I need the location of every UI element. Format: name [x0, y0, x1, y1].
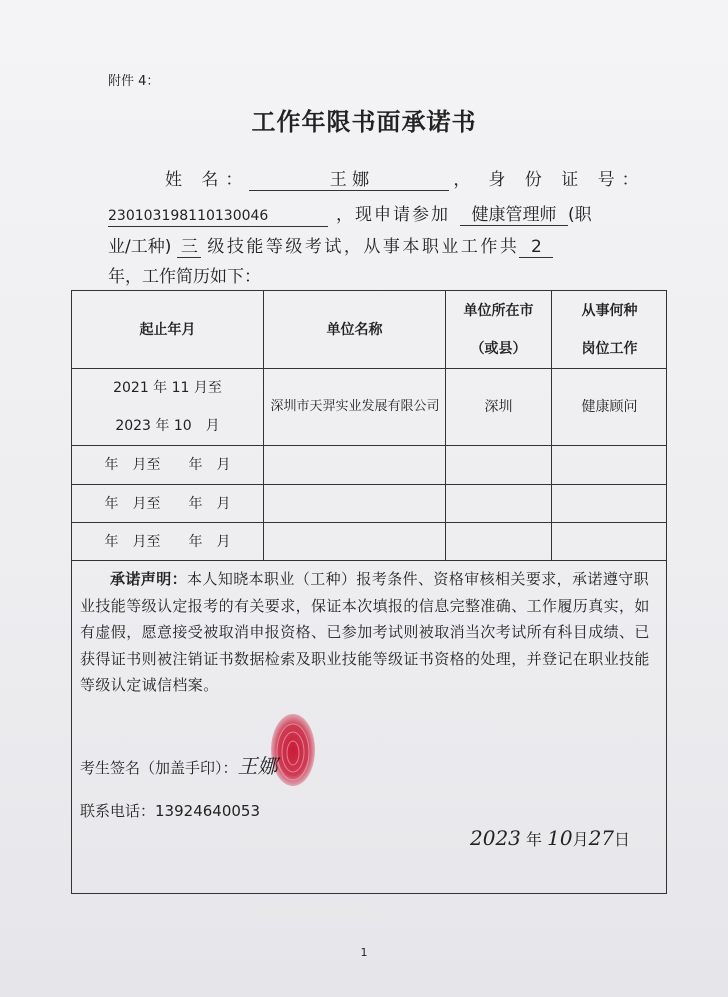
- id-number: 230103198110130046: [108, 206, 328, 227]
- header-unit: 单位名称: [326, 321, 383, 338]
- header-city: 单位所在市 （或县）: [463, 302, 534, 357]
- phone-value: 13924640053: [155, 802, 260, 820]
- period-start: 2021 年 11 月至: [113, 380, 222, 396]
- page-number: 1: [360, 946, 368, 959]
- table-row: 年 月至 年 月: [104, 533, 231, 550]
- occupation-suffix: (职: [568, 205, 592, 225]
- name-line: 姓 名： 王 娜 ， 身 份 证 号：: [165, 170, 646, 190]
- apply-text: ，现申请参加: [336, 205, 450, 225]
- name-value: 王 娜: [249, 170, 449, 191]
- statement-label: 承诺声明：: [110, 570, 188, 588]
- header-post: 从事何种 岗位工作: [581, 302, 638, 357]
- date-year: 2023: [470, 826, 521, 850]
- header-period: 起止年月: [139, 321, 196, 338]
- name-label: 姓 名：: [165, 170, 250, 190]
- occupation-type-text: 业/工种): [108, 237, 172, 257]
- level-value: 三: [177, 237, 201, 258]
- phone-label: 联系电话：: [80, 802, 156, 820]
- page-title: 工作年限书面承诺书: [251, 108, 477, 136]
- commitment-statement: [80, 566, 660, 699]
- attachment-label: 附件 4：: [108, 74, 160, 89]
- years-value: 2: [519, 237, 553, 258]
- level-line: [108, 232, 553, 258]
- date-month: 10: [547, 826, 573, 850]
- resume-intro: 年，工作简历如下：: [108, 267, 261, 287]
- unit-name: 深圳市天羿实业发展有限公司: [270, 399, 440, 414]
- signature-line: [80, 750, 278, 779]
- level-text: 级技能等级考试，从事本职业工作共: [207, 237, 520, 257]
- period-end: 2023 年 10 月: [115, 418, 220, 434]
- signature-value: 王娜: [237, 754, 278, 778]
- phone-line: [80, 800, 260, 821]
- id-line: [108, 200, 592, 227]
- table-row: [72, 369, 263, 445]
- table-row: 年 月至 年 月: [104, 457, 231, 473]
- occupation-value: 健康管理师: [460, 205, 568, 226]
- unit-city: 深圳: [484, 399, 513, 415]
- signature-label: 考生签名（加盖手印）：: [80, 759, 238, 777]
- id-label: 身 份 证 号：: [488, 170, 646, 190]
- table-row: 年 月至 年 月: [104, 495, 231, 512]
- sign-date: 2023 年 10月27日: [470, 826, 631, 850]
- date-day: 27: [588, 826, 615, 850]
- statement-text: 本人知晓本职业（工种）报考条件、资格审核相关要求，承诺遵守职业技能等级认定报考的有关要求，保证本次填报的信息完整准确、工作履历真实，如有虚假，愿意接受被取消申报资格、已参加考试则被取消当次考试所有科目成绩、已获得证书则被注销证书数据检索及职业技能等级证书资格的处理，并登记在职业技能等级认定诚信档案。: [80, 570, 650, 694]
- post-name: 健康顾问: [581, 399, 638, 415]
